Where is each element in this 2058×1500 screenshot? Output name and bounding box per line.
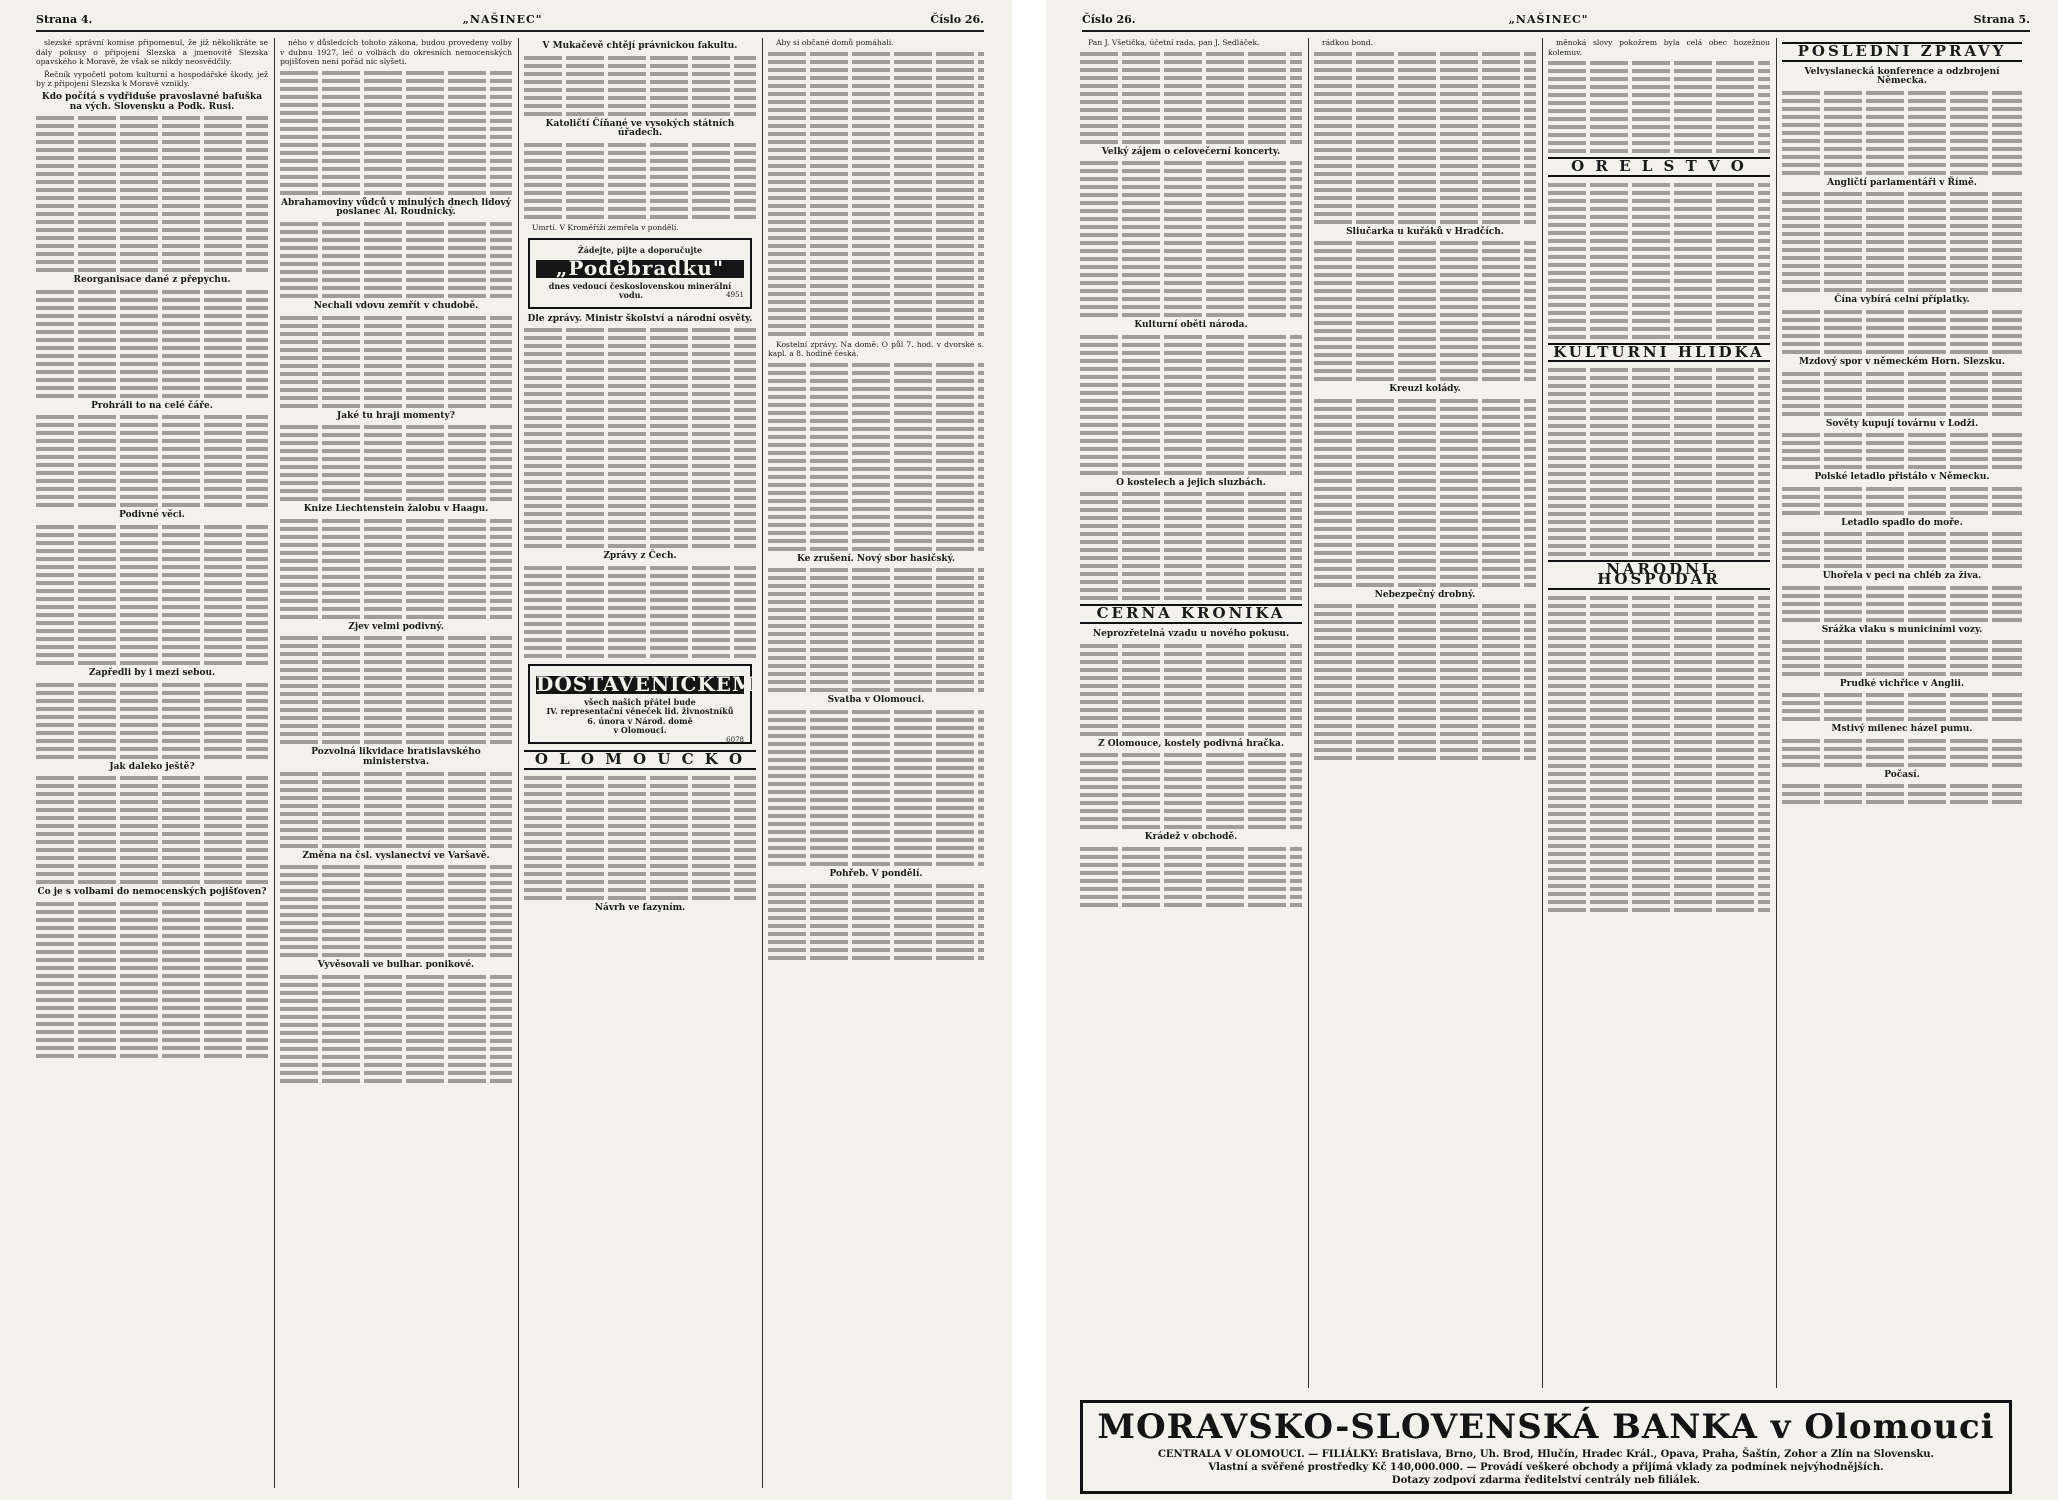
article-headline: V Mukačevě chtějí právnickou fakultu. xyxy=(542,41,738,51)
article-headline: Mzdový spor v německém Horn. Slezsku. xyxy=(1799,356,2005,367)
advertisement-podebradka xyxy=(528,238,752,308)
column-rule xyxy=(762,38,763,1488)
issue-number: Číslo 26. xyxy=(930,13,984,26)
article-paragraph: Řečník vypočetl potom kulturní a hospodářské škody, jež by z připojení Slezska k Moravě vznikly. xyxy=(36,69,268,89)
body-text-block xyxy=(1782,310,2022,354)
body-text-block xyxy=(1782,487,2022,515)
article-headline: Mstivý milenec házel pumu. xyxy=(1831,724,1973,735)
article-headline: Uhořela v peci na chléb za živa. xyxy=(1822,571,1982,582)
article-headline: Jak daleko ještě? xyxy=(109,761,195,772)
article-headline: Kdo počítá s vydřiduše pravoslavné bafuška na vých. Slovensku a Podk. Rusi. xyxy=(41,91,263,112)
section-title-olomoucko: O L O M O U C K O xyxy=(524,750,756,770)
article-headline: Angličtí parlamentáři v Římě. xyxy=(1827,177,1977,188)
article-headline: Prohráli to na celé čáře. xyxy=(91,400,213,411)
body-text-block xyxy=(36,415,268,507)
article-headline: Zjev velmi podivný. xyxy=(348,621,444,632)
article-headline: Počasí. xyxy=(1884,769,1920,780)
article-headline: Nechali vdovu zemřít v chudobě. xyxy=(313,300,479,311)
body-text-block xyxy=(280,425,512,501)
article-headline: Velký zájem o celovečerní koncerty. xyxy=(1101,146,1281,157)
article-paragraph: rádkou bond. xyxy=(1322,38,1374,47)
advertisement-dostavenicko xyxy=(528,664,756,744)
body-text-block xyxy=(1782,586,2022,622)
article-paragraph: slezské správní komise připomenul, že již několikráte se dály pokusy o připojení Slezska a jmenovitě Slezska opavského k Moravě, že však se nikdy neosvědčily. xyxy=(36,38,268,67)
article-headline: Sliučarka u kuřáků v Hradčích. xyxy=(1346,226,1504,237)
section-title-posledni-zpravy: POSLEDNÍ ZPRÁVY xyxy=(1782,42,2022,62)
body-text-block xyxy=(768,710,984,866)
body-text-block xyxy=(1314,241,1536,381)
body-text-block xyxy=(1548,61,1770,153)
body-text-block xyxy=(1782,372,2022,416)
page-header xyxy=(1082,10,2030,32)
article-headline: Pohřeb. V pondělí. xyxy=(829,868,923,879)
article-headline: Svatba v Olomouci. xyxy=(827,695,925,706)
column-rule xyxy=(518,38,519,1488)
body-text-block xyxy=(280,772,512,848)
column-rule xyxy=(1776,38,1777,1388)
article-headline: Katoličtí Číňané ve vysokých státních úřadech. xyxy=(545,118,735,139)
newspaper-title: „NAŠINEC" xyxy=(1508,13,1589,26)
page-number: Strana 5. xyxy=(1973,13,2030,26)
ad-line: 6. února v Národ. domě xyxy=(587,715,693,726)
article-headline: Abrahamoviny vůdců v minulých dnech lidový poslanec Al. Roudnický. xyxy=(280,197,512,218)
article-headline: Pozvolná likvidace bratislavského ministerstva. xyxy=(311,747,481,767)
advertisement-bank xyxy=(1080,1400,2012,1494)
body-text-block xyxy=(524,776,756,900)
body-text-block xyxy=(1080,847,1302,907)
body-text-block xyxy=(280,71,512,195)
page-number: Strana 4. xyxy=(36,13,93,26)
article-headline: Srážka vlaku s municiními vozy. xyxy=(1821,624,1983,635)
body-text-block xyxy=(36,525,268,665)
article-headline: Změna na čsl. vyslanectví ve Varšavě. xyxy=(302,850,490,861)
body-text-block xyxy=(524,56,756,116)
body-text-block xyxy=(768,568,984,692)
bank-name: MORAVSKO-SLOVENSKÁ BANKA v Olomouci xyxy=(1097,1407,1995,1447)
body-text-block xyxy=(1080,52,1302,144)
body-text-block xyxy=(1548,596,1770,912)
article-headline: Podivné věci. xyxy=(119,510,185,521)
body-text-block xyxy=(1782,784,2022,804)
body-text-block xyxy=(524,328,756,548)
ad-code: 4951 xyxy=(726,291,744,300)
section-title-orelstvo: O R E L S T V O xyxy=(1548,157,1770,177)
body-text-block xyxy=(1548,368,1770,556)
article-paragraph: Aby si občané domů pomáhali. xyxy=(776,38,894,47)
page-gutter xyxy=(1012,0,1046,1500)
article-column-3 xyxy=(524,38,756,1488)
section-title-kulturni-hlidka: KULTURNÍ HLÍDKA xyxy=(1548,343,1770,363)
article-headline: Polské letadlo přistálo v Německu. xyxy=(1814,472,1990,483)
newspaper-page-left xyxy=(0,0,1012,1500)
body-text-block xyxy=(1782,532,2022,568)
body-text-block xyxy=(1782,433,2022,469)
body-text-block xyxy=(280,316,512,408)
bank-note: Dotazy zodpoví zdarma ředitelství centrály neb filiálek. xyxy=(1391,1475,1701,1486)
article-headline: Ke zrušení. Nový sbor hasičský. xyxy=(797,553,955,564)
body-text-block xyxy=(1080,644,1302,736)
body-text-block xyxy=(1314,52,1536,224)
column-rule xyxy=(274,38,275,1488)
article-column-2 xyxy=(280,38,512,1488)
body-text-block xyxy=(1782,91,2022,175)
article-headline: Co je s volbami do nemocenských pojišťoven? xyxy=(37,887,267,898)
body-text-block xyxy=(1314,399,1536,587)
body-text-block xyxy=(1782,739,2022,767)
article-paragraph: Umrtí. V Kroměříži zemřela v pondělí. xyxy=(532,222,679,232)
column-rule xyxy=(1308,38,1309,1388)
body-text-block xyxy=(768,52,984,336)
article-headline: Reorganisace dané z přepychu. xyxy=(73,275,231,286)
newspaper-page-right xyxy=(1046,0,2058,1500)
ad-line: v Olomouci. xyxy=(613,725,667,736)
ad-tagline: Žádejte, pijte a doporučujte xyxy=(577,245,703,256)
ad-line: IV. representační věneček lid. živnostníků xyxy=(546,706,734,717)
bank-branches: CENTRALA V OLOMOUCI. — FILIÁLKY: Bratislava, Brno, Uh. Brod, Hlučín, Hradec Král., Opava, Praha, Šaštín, Zohor a Zlín na Slovensku. xyxy=(1157,1449,1935,1460)
body-text-block xyxy=(1314,604,1536,760)
body-text-block xyxy=(1080,753,1302,829)
article-headline: Vyvěsovali ve bulhar. ponikové. xyxy=(317,960,475,971)
article-column-1 xyxy=(36,38,268,1488)
body-text-block xyxy=(36,116,268,272)
ad-brand: „Poděbradku" xyxy=(536,260,744,278)
article-headline: Neprozřetelná vzadu u nového pokusu. xyxy=(1092,628,1290,639)
body-text-block xyxy=(524,143,756,219)
article-headline: Dle zprávy. Ministr školství a národní osvěty. xyxy=(527,313,753,324)
body-text-block xyxy=(36,683,268,759)
article-headline: Kreuzl kolády. xyxy=(1389,384,1461,395)
newspaper-title: „NAŠINEC" xyxy=(462,13,543,26)
body-text-block xyxy=(524,566,756,658)
section-title-narodni-hospodar: NÁRODNÍ HOSPODÁŘ xyxy=(1548,560,1770,589)
article-headline: Kulturní oběti národa. xyxy=(1134,320,1248,331)
body-text-block xyxy=(1548,183,1770,339)
body-text-block xyxy=(36,290,268,398)
body-text-block xyxy=(36,902,268,1058)
body-text-block xyxy=(1080,161,1302,317)
column-rule xyxy=(1542,38,1543,1388)
article-column-1 xyxy=(1080,38,1302,1388)
article-headline: Čína vybírá celní příplatky. xyxy=(1834,295,1970,306)
article-headline: Návrh ve fazyním. xyxy=(594,902,686,913)
ad-subline: dnes vedoucí československou minerální vodu. xyxy=(548,280,732,301)
article-column-4 xyxy=(1782,38,2022,1388)
section-title-cerna-kronika: ČERNÁ KRONIKA xyxy=(1080,604,1302,624)
article-headline: Letadlo spadlo do moře. xyxy=(1841,517,1963,528)
article-headline: Zprávy z Čech. xyxy=(603,551,677,562)
body-text-block xyxy=(280,222,512,298)
issue-number: Číslo 26. xyxy=(1082,13,1136,26)
article-headline: Velvyslanecká konference a odzbrojení Německa. xyxy=(1804,66,2000,87)
article-paragraph: Pan J. Všetička, účetní rada, pan J. Sedláček. xyxy=(1088,38,1260,47)
body-text-block xyxy=(280,975,512,1083)
body-text-block xyxy=(1782,640,2022,676)
article-headline: O kostelech a jejich sluzbách. xyxy=(1116,477,1266,488)
body-text-block xyxy=(1080,492,1302,600)
article-paragraph: měnoká slovy pokožrem byla celá obec hozežnou kolemuv. xyxy=(1548,38,1770,57)
page-header xyxy=(36,10,984,32)
article-headline: Krádež v obchodě. xyxy=(1144,832,1238,843)
article-headline: Knize Liechtenstein žalobu v Haagu. xyxy=(303,504,489,515)
article-headline: Sověty kupují továrnu v Lodži. xyxy=(1825,418,1979,429)
article-column-4 xyxy=(768,38,984,1488)
ad-line: všech našich přátel bude xyxy=(584,696,696,707)
body-text-block xyxy=(280,865,512,957)
article-paragraph: Kostelní zprávy. Na domě: O půl 7. hod. v dvorské s. kapl. a 8. hodině česká. xyxy=(768,339,984,359)
article-headline: Prudké vichřice v Anglii. xyxy=(1839,678,1965,689)
article-column-3 xyxy=(1548,38,1770,1388)
article-headline: Nebezpečný drobný. xyxy=(1374,589,1476,600)
article-headline: Z Olomouce, kostely podivná hračka. xyxy=(1097,738,1285,749)
body-text-block xyxy=(280,519,512,619)
body-text-block xyxy=(768,363,984,551)
article-headline: Zapředli by i mezi sebou. xyxy=(88,667,216,678)
body-text-block xyxy=(280,636,512,744)
bank-capital: Vlastní a svěřené prostředky Kč 140,000.000. — Provádí veškeré obchody a přijímá vklady za podmínek nejvýhodnějších. xyxy=(1208,1462,1884,1473)
article-column-2 xyxy=(1314,38,1536,1388)
article-headline: Jaké tu hraji momenty? xyxy=(337,410,455,421)
ad-code: 6078 xyxy=(726,735,744,744)
body-text-block xyxy=(1080,335,1302,475)
body-text-block xyxy=(1782,192,2022,292)
body-text-block xyxy=(1782,693,2022,721)
body-text-block xyxy=(36,776,268,884)
body-text-block xyxy=(768,884,984,960)
article-paragraph: ného v důsledcích tohoto zákona, budou provedeny volby v dubnu 1927, leč o volbách do okresních nemocenských pojišťoven není pořád nic slyšeti. xyxy=(280,38,512,67)
ad-heading: DOSTAVENÍČKEM xyxy=(536,671,756,696)
